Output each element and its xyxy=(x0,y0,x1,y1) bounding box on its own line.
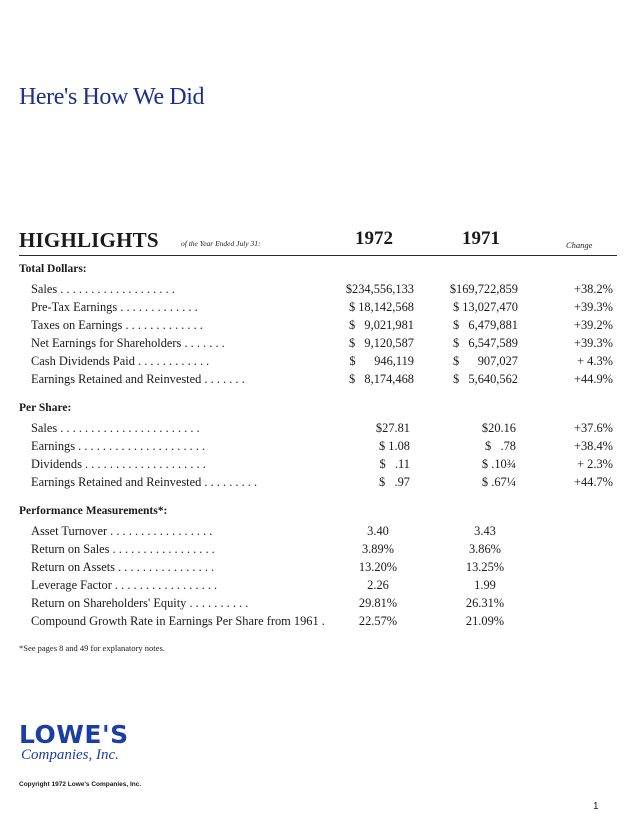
table-row xyxy=(0,475,638,493)
table-row xyxy=(0,614,638,632)
value-change: + 4.3% xyxy=(577,354,613,368)
table-row xyxy=(0,457,638,475)
table-row xyxy=(0,524,638,542)
value-1972: 3.40 xyxy=(367,524,389,538)
row-label: Earnings Retained and Reinvested . . . . . . . . . xyxy=(31,475,258,489)
value-1971: $20.16 xyxy=(481,421,516,435)
copyright-notice: Copyright 1972 Lowe's Companies, Inc. xyxy=(19,781,142,788)
table-row xyxy=(0,282,638,300)
value-1971: $ .78 xyxy=(485,439,516,453)
row-label: Net Earnings for Shareholders . . . . . . . xyxy=(31,336,225,350)
value-1972: 13.20% xyxy=(358,560,398,574)
value-1972: $ .11 xyxy=(379,457,410,471)
table-row xyxy=(0,318,638,336)
row-label: Asset Turnover . . . . . . . . . . . . . . . . . xyxy=(31,524,213,538)
value-change: +44.7% xyxy=(574,475,613,489)
value-1971: 13.25% xyxy=(465,560,505,574)
value-1971: $169,722,859 xyxy=(449,282,518,296)
value-1971: $ 6,547,589 xyxy=(452,336,518,350)
value-change: +39.3% xyxy=(574,300,613,314)
table-row xyxy=(0,596,638,614)
row-label: Earnings . . . . . . . . . . . . . . . . . . . . . xyxy=(31,439,206,453)
value-1971: 21.09% xyxy=(465,614,505,628)
row-label: Return on Shareholders' Equity . . . . . . . . . . xyxy=(31,596,249,610)
row-label: Cash Dividends Paid . . . . . . . . . . . . xyxy=(31,354,210,368)
table-row xyxy=(0,542,638,560)
section-title-performance: Performance Measurements*: xyxy=(19,505,168,517)
value-change: +37.6% xyxy=(574,421,613,435)
value-1972: $ 1.08 xyxy=(379,439,410,453)
row-label: Return on Assets . . . . . . . . . . . . . . . . xyxy=(31,560,215,574)
value-1972: $27.81 xyxy=(375,421,410,435)
table-row xyxy=(0,372,638,390)
value-change: +39.2% xyxy=(574,318,613,332)
value-1972: 2.26 xyxy=(367,578,389,592)
logo-brand: LOWE'S xyxy=(19,720,129,749)
highlights-subtitle: of the Year Ended July 31: xyxy=(181,239,261,248)
value-1972: 29.81% xyxy=(358,596,398,610)
value-1971: 3.86% xyxy=(468,542,501,556)
page-heading: Here's How We Did xyxy=(19,84,205,110)
logo-company: Companies, Inc. xyxy=(21,747,119,763)
value-change: +38.4% xyxy=(574,439,613,453)
value-1972: $ .97 xyxy=(379,475,410,489)
table-row xyxy=(0,439,638,457)
row-label: Compound Growth Rate in Earnings Per Share from 1961 . xyxy=(31,614,325,628)
value-1971: $ 907,027 xyxy=(452,354,518,368)
value-1972: 3.89% xyxy=(361,542,394,556)
value-1972: $ 9,021,981 xyxy=(348,318,414,332)
column-header-1971: 1971 xyxy=(462,228,500,249)
table-row xyxy=(0,336,638,354)
value-1971: $ 6,479,881 xyxy=(452,318,518,332)
footnote: *See pages 8 and 49 for explanatory notes. xyxy=(19,643,165,653)
value-1971: $ 5,640,562 xyxy=(452,372,518,386)
highlights-title: HIGHLIGHTS xyxy=(19,228,159,252)
row-label: Earnings Retained and Reinvested . . . . . . . xyxy=(31,372,245,386)
value-1971: $ .10¾ xyxy=(481,457,516,471)
header-rule xyxy=(19,255,617,256)
value-1971: 3.43 xyxy=(474,524,496,538)
section-title-per-share: Per Share: xyxy=(19,402,72,414)
value-1972: $ 18,142,568 xyxy=(348,300,414,314)
value-1971: $ .67¼ xyxy=(481,475,516,489)
value-1972: $ 9,120,587 xyxy=(348,336,414,350)
value-1971: 26.31% xyxy=(465,596,505,610)
value-1972: $ 8,174,468 xyxy=(348,372,414,386)
value-1972: $234,556,133 xyxy=(345,282,414,296)
row-label: Leverage Factor . . . . . . . . . . . . . . . . . xyxy=(31,578,218,592)
value-1971: $ 13,027,470 xyxy=(452,300,518,314)
table-row xyxy=(0,560,638,578)
value-1972: $ 946,119 xyxy=(349,354,414,368)
row-label: Taxes on Earnings . . . . . . . . . . . . . xyxy=(31,318,203,332)
page-number: 1 xyxy=(593,801,599,812)
row-label: Sales . . . . . . . . . . . . . . . . . . . . . . . xyxy=(31,421,200,435)
value-change: +39.3% xyxy=(574,336,613,350)
column-header-change: Change xyxy=(566,240,593,250)
table-row xyxy=(0,300,638,318)
row-label: Pre-Tax Earnings . . . . . . . . . . . . . xyxy=(31,300,198,314)
section-title-total-dollars: Total Dollars: xyxy=(19,263,87,275)
row-label: Sales . . . . . . . . . . . . . . . . . . . xyxy=(31,282,175,296)
company-logo xyxy=(19,722,129,763)
value-change: +44.9% xyxy=(574,372,613,386)
row-label: Dividends . . . . . . . . . . . . . . . . . . . . xyxy=(31,457,206,471)
column-header-1972: 1972 xyxy=(355,228,393,249)
value-change: + 2.3% xyxy=(577,457,613,471)
value-1971: 1.99 xyxy=(474,578,496,592)
table-row xyxy=(0,421,638,439)
table-row xyxy=(0,578,638,596)
row-label: Return on Sales . . . . . . . . . . . . . . . . . xyxy=(31,542,215,556)
table-row xyxy=(0,354,638,372)
value-change: +38.2% xyxy=(574,282,613,296)
value-1972: 22.57% xyxy=(358,614,398,628)
